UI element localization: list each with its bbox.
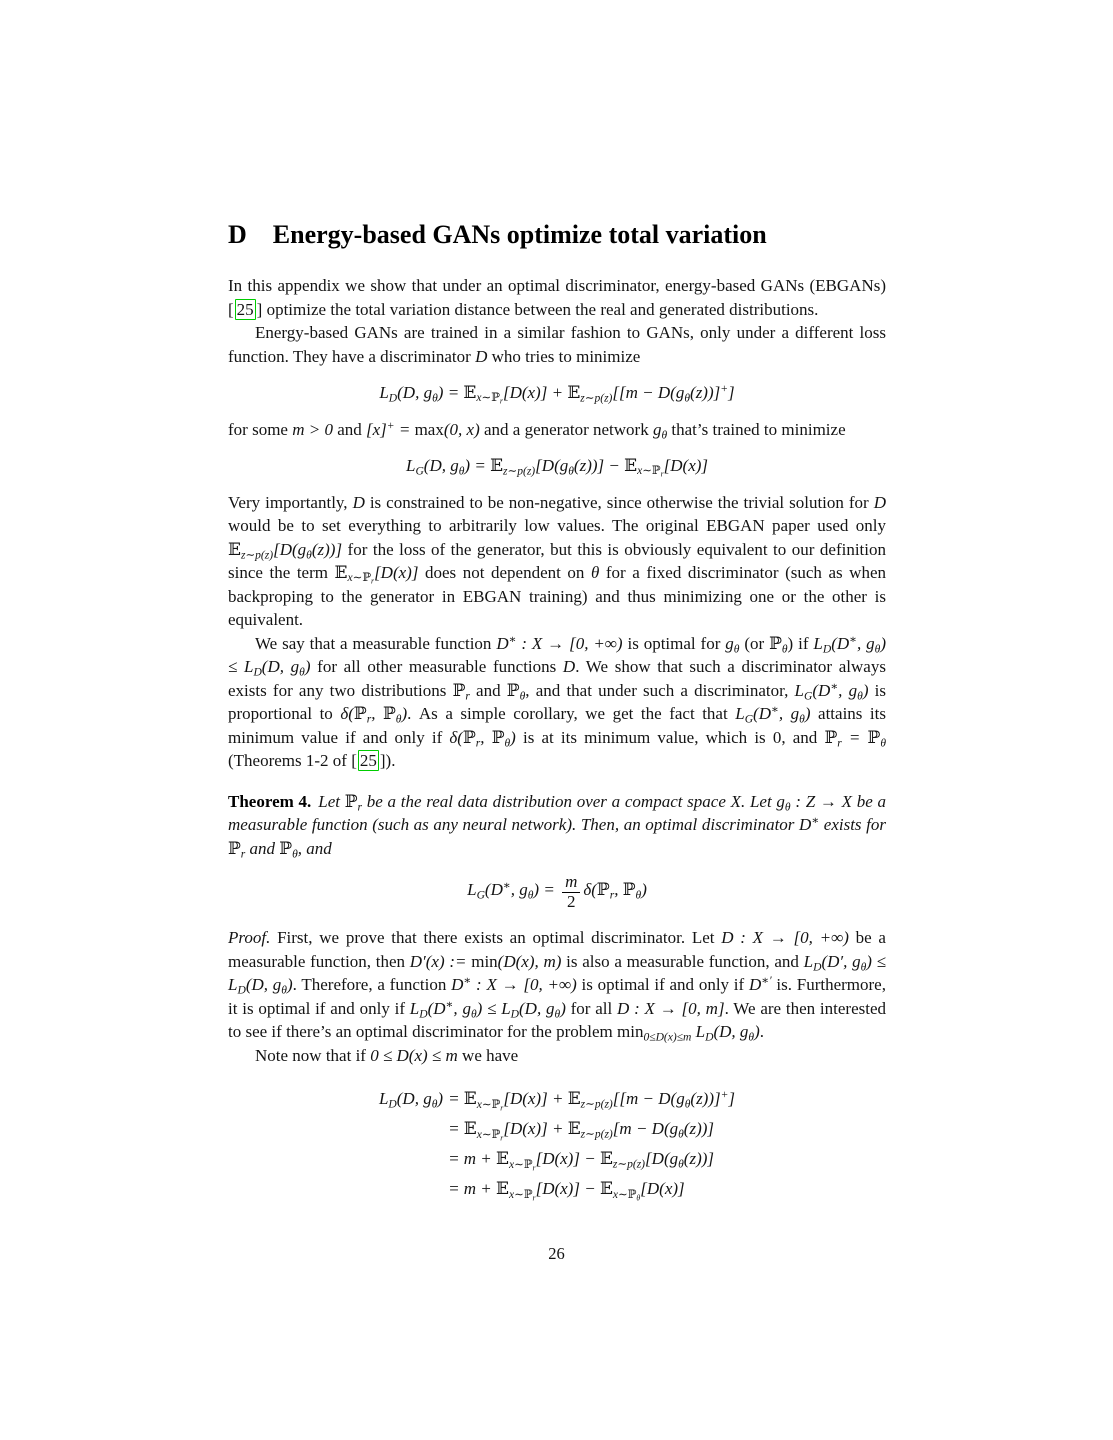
equation-line-lhs [379, 1174, 443, 1204]
equation-line [379, 1144, 735, 1174]
page-content [228, 220, 886, 1204]
section-heading [228, 220, 886, 250]
fraction-denominator: 2 [566, 891, 576, 911]
equation-line-rhs: = 𝔼$_{x\sim ℙ_r}$[D(x)] + 𝔼$_{z\sim p(z)}$[m − $D(g_\theta(z))$] [448, 1119, 715, 1143]
equation-line-lhs [379, 1144, 443, 1174]
equation-lhs: $L_G(D^∗$, $g_\theta$) = [467, 879, 560, 902]
equation-line-rhs: = m + 𝔼$_{x\sim ℙ_r}$[D(x)] − 𝔼$_{x\sim ℙ_\theta}$[D(x)] [448, 1179, 685, 1203]
paragraph-intro: In this appendix we show that under an optimal discriminator, energy-based GANs (EBGANs) [ 25 ] optimize the total variation distance between the real and generated distributions. [228, 276, 886, 319]
equation-line-rhs: = 𝔼$_{x\sim ℙ_r}$[D(x)] + 𝔼$_{z\sim p(z)}$[[m − $D(g_\theta(z))]^+$] [448, 1088, 736, 1113]
equation-line [379, 1174, 735, 1204]
equation-generator-loss: $L_G(D$, $g_\theta$) = $𝔼_{z\sim p(z)}[D(g_\theta(z))]$ − 𝔼$_{x\sim ℙ_r}$[D(x)] [405, 456, 709, 479]
equation-line-lhs [379, 1114, 443, 1144]
paragraph-note: Note now that if 0 ≤ D(x) ≤ m we have [255, 1045, 519, 1065]
citation-link[interactable]: 25 [359, 751, 377, 770]
paragraph-training: Energy-based GANs are trained in a similar fashion to GANs, only under a different loss function. They have a discriminator D who tries to minimize [228, 323, 886, 366]
fraction-m-over-2 [562, 873, 580, 911]
equation-line-lhs: $L_D(D$, $g_\theta$) [378, 1089, 444, 1111]
page-number: 26 [548, 1244, 565, 1263]
equation-line [379, 1084, 735, 1114]
paragraph-proof: Proof. First, we prove that there exists an optimal discriminator. Let D : X → [0, +∞) be a measurable function, then D′(x) := min(D(x), m) is also a measurable function, and $L_D(D'$, $g_\theta) \le L_D(D$, $g_\theta$). Therefore, a function D∗ : X → [0, +∞) is optimal if and only if D∗′ is. Furthermore, it is optimal if and only if $L_D(D^∗$, $g_\theta) \le L_D(D$, $g_\theta$) for all D : X → [0, m]. We are then interested to see if there’s an optimal discriminator for the problem $\min_{0\le D(x)\le m} L_D(D$, $g_\theta$). [228, 928, 887, 1044]
fraction-numerator: m [562, 873, 580, 893]
theorem-body: Let ℙ$_r$ be a the real data distribution over a compact space X. Let $g_\theta$ : Z → X be a measurable function (such as any neural network). Then, an optimal discriminator D∗ exists for ℙ$_r$ and ℙ$_\theta$, and [228, 791, 886, 860]
equation-rhs: δ(ℙ$_r$, ℙ$_\theta$) [583, 879, 647, 902]
equation-line [379, 1114, 735, 1144]
paragraph-optimal-discriminator: We say that a measurable function D∗ : X → [0, +∞) is optimal for $g_\theta$ (or ℙ$_\theta$) if $L_D(D^∗$, $g_\theta) \le L_D(D$, $g_\theta$) for all other measurable functions D. We show that such a discriminator always exists for any two distributions ℙ$_r$ and ℙ$_\theta$, and that under such a discriminator, $L_G(D^∗$, $g_\theta$) is proportional to δ(ℙ$_r$, ℙ$_\theta$). As a simple corollary, we get the fact that $L_G(D^∗$, $g_\theta$) attains its minimum value if and only if δ(ℙ$_r$, ℙ$_\theta$) is at its minimum value, which is 0, and ℙ$_r$ = ℙ$_\theta$ (Theorems 1-2 of [ 25 ]). [228, 632, 887, 770]
citation-link[interactable]: 25 [236, 299, 254, 319]
section-number: D [228, 220, 247, 249]
paragraph-generator: for some m > 0 and [x]+ = max(0, x) and a generator network $g_\theta$ that’s trained to minimize [228, 418, 846, 441]
equation-discriminator-loss: $L_D(D$, $g_\theta$) = 𝔼$_{x\sim ℙ_r}$[D(x)] + 𝔼$_{z\sim p(z)}$[[m − $D(g_\theta(z))]^+$] [379, 382, 735, 406]
section-title: Energy-based GANs optimize total variation [272, 220, 767, 249]
theorem-4 [228, 790, 886, 861]
equation-line-rhs: = m + 𝔼$_{x\sim ℙ_r}$[D(x)] − $𝔼_{z\sim p(z)}[D(g_\theta(z))]$ [448, 1149, 715, 1173]
theorem-label: Theorem 4. [228, 791, 312, 811]
equation-theorem-result [228, 873, 886, 911]
equation-array [379, 1084, 735, 1204]
paragraph-nonnegative: Very importantly, D is constrained to be non-negative, since otherwise the trivial solution for D would be to set everything to arbitrarily low values. The original EBGAN paper used only $𝔼_{z\sim p(z)}[D(g_\theta(z))]$ for the loss of the generator, but this is obviously equivalent to our definition since the term 𝔼$_{x\sim ℙ_r}$[D(x)] does not dependent on θ for a fixed discriminator (such as when backproping to the generator in EBGAN training) and thus minimizing one or the other is equivalent. [228, 492, 886, 629]
